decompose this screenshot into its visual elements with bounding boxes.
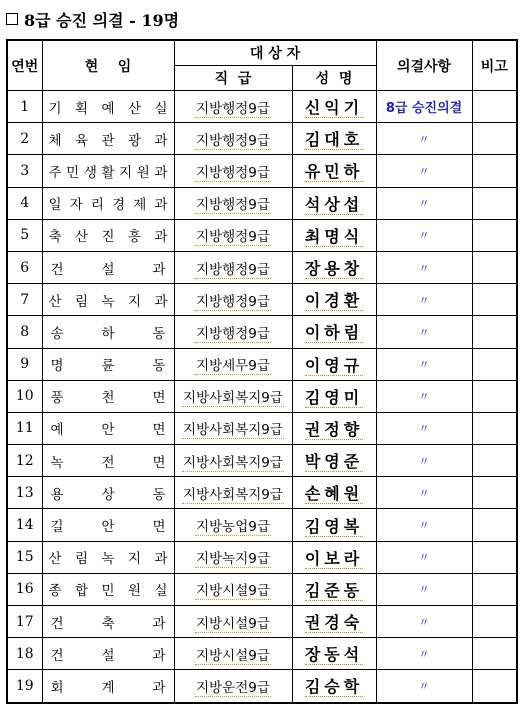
row-department bbox=[42, 477, 174, 509]
name-text: 최명식 bbox=[304, 226, 364, 246]
name-text: 이경환 bbox=[304, 291, 364, 311]
header-no: 연번 bbox=[7, 40, 42, 91]
row-department bbox=[42, 670, 174, 703]
row-department bbox=[42, 573, 174, 605]
grade-text: 지방행정9급 bbox=[196, 261, 270, 278]
name-text: 권정향 bbox=[304, 419, 364, 439]
row-number: 19 bbox=[7, 670, 42, 703]
row-name bbox=[292, 251, 376, 283]
table-row bbox=[7, 509, 517, 541]
name-text: 석상섭 bbox=[304, 194, 364, 214]
row-grade bbox=[174, 509, 292, 541]
grade-text: 지방행정9급 bbox=[196, 132, 270, 149]
name-text: 박영준 bbox=[304, 452, 364, 472]
row-decision: 〃 bbox=[376, 412, 472, 444]
row-name bbox=[292, 123, 376, 155]
row-remarks bbox=[472, 348, 517, 380]
grade-text: 지방사회복지9급 bbox=[183, 454, 283, 471]
table-row bbox=[7, 606, 517, 638]
table-row bbox=[7, 251, 517, 283]
row-grade bbox=[174, 541, 292, 573]
grade-text: 지방행정9급 bbox=[196, 229, 270, 246]
row-number: 5 bbox=[7, 219, 42, 251]
row-name bbox=[292, 380, 376, 412]
row-department bbox=[42, 284, 174, 316]
name-text: 유민하 bbox=[304, 162, 364, 182]
department-text: 회 계 과 bbox=[50, 679, 166, 696]
department-text: 산 림 녹 지 과 bbox=[48, 293, 168, 310]
row-remarks bbox=[472, 380, 517, 412]
row-remarks bbox=[472, 573, 517, 605]
row-decision: 8급 승진의결 bbox=[376, 91, 472, 123]
header-name: 성 명 bbox=[292, 66, 376, 91]
row-department bbox=[42, 638, 174, 670]
row-grade bbox=[174, 284, 292, 316]
row-number: 1 bbox=[7, 91, 42, 123]
row-decision: 〃 bbox=[376, 638, 472, 670]
row-name bbox=[292, 573, 376, 605]
row-name bbox=[292, 638, 376, 670]
row-remarks bbox=[472, 123, 517, 155]
department-text: 예 안 면 bbox=[50, 422, 166, 439]
grade-text: 지방세무9급 bbox=[196, 358, 270, 375]
grade-text: 지방사회복지9급 bbox=[183, 486, 283, 503]
department-text: 건 축 과 bbox=[50, 615, 166, 632]
department-text: 일 자 리 경 제 과 bbox=[48, 197, 168, 214]
table-row bbox=[7, 638, 517, 670]
row-decision: 〃 bbox=[376, 316, 472, 348]
row-department bbox=[42, 91, 174, 123]
department-text: 명 륜 동 bbox=[50, 358, 166, 375]
row-name bbox=[292, 477, 376, 509]
row-number: 16 bbox=[7, 573, 42, 605]
row-name bbox=[292, 91, 376, 123]
table-body bbox=[7, 91, 517, 703]
row-grade bbox=[174, 573, 292, 605]
row-grade bbox=[174, 445, 292, 477]
department-text: 송 하 동 bbox=[50, 325, 166, 342]
department-text: 건 설 과 bbox=[50, 261, 166, 278]
title-text: 8급 승진 의결 - 19명 bbox=[24, 10, 180, 30]
name-text: 장동석 bbox=[304, 645, 364, 665]
row-number: 17 bbox=[7, 606, 42, 638]
row-number: 9 bbox=[7, 348, 42, 380]
row-grade bbox=[174, 670, 292, 703]
row-name bbox=[292, 541, 376, 573]
department-text: 건 설 과 bbox=[50, 647, 166, 664]
department-text: 축 산 진 흥 과 bbox=[48, 229, 168, 246]
grade-text: 지방시설9급 bbox=[196, 615, 270, 632]
row-department bbox=[42, 348, 174, 380]
row-department bbox=[42, 219, 174, 251]
row-decision: 〃 bbox=[376, 445, 472, 477]
row-number: 11 bbox=[7, 412, 42, 444]
row-grade bbox=[174, 638, 292, 670]
row-decision: 〃 bbox=[376, 477, 472, 509]
row-remarks bbox=[472, 219, 517, 251]
name-text: 김영미 bbox=[304, 387, 364, 407]
row-department bbox=[42, 541, 174, 573]
row-decision: 〃 bbox=[376, 380, 472, 412]
table-row bbox=[7, 445, 517, 477]
promotion-table bbox=[6, 39, 518, 704]
row-name bbox=[292, 348, 376, 380]
row-remarks bbox=[472, 187, 517, 219]
grade-text: 지방시설9급 bbox=[196, 583, 270, 600]
table-row bbox=[7, 219, 517, 251]
row-remarks bbox=[472, 541, 517, 573]
name-text: 김준동 bbox=[304, 580, 364, 600]
table-row bbox=[7, 284, 517, 316]
name-text: 김대호 bbox=[304, 130, 364, 150]
grade-text: 지방농업9급 bbox=[196, 519, 270, 536]
row-number: 15 bbox=[7, 541, 42, 573]
row-decision: 〃 bbox=[376, 123, 472, 155]
header-current-post: 현 임 bbox=[42, 40, 174, 91]
grade-text: 지방운전9급 bbox=[196, 679, 270, 696]
row-decision: 〃 bbox=[376, 541, 472, 573]
row-department bbox=[42, 445, 174, 477]
row-decision: 〃 bbox=[376, 573, 472, 605]
row-decision: 〃 bbox=[376, 284, 472, 316]
table-row bbox=[7, 348, 517, 380]
grade-text: 지방사회복지9급 bbox=[183, 422, 283, 439]
row-decision: 〃 bbox=[376, 155, 472, 187]
table-row bbox=[7, 412, 517, 444]
name-text: 장용창 bbox=[304, 259, 364, 279]
row-grade bbox=[174, 155, 292, 187]
header-decision: 의결사항 bbox=[376, 40, 472, 91]
row-grade bbox=[174, 606, 292, 638]
row-name bbox=[292, 445, 376, 477]
row-number: 10 bbox=[7, 380, 42, 412]
department-text: 체 육 관 광 과 bbox=[48, 132, 168, 149]
department-text: 종 합 민 원 실 bbox=[48, 583, 168, 600]
department-text: 산 림 녹 지 과 bbox=[48, 551, 168, 568]
row-name bbox=[292, 412, 376, 444]
header-grade: 직 급 bbox=[174, 66, 292, 91]
row-grade bbox=[174, 348, 292, 380]
row-remarks bbox=[472, 155, 517, 187]
row-name bbox=[292, 606, 376, 638]
row-grade bbox=[174, 477, 292, 509]
department-text: 용 상 동 bbox=[50, 486, 166, 503]
row-name bbox=[292, 284, 376, 316]
header-remarks: 비고 bbox=[472, 40, 517, 91]
row-remarks bbox=[472, 670, 517, 703]
table-row bbox=[7, 573, 517, 605]
grade-text: 지방행정9급 bbox=[196, 325, 270, 342]
name-text: 이하림 bbox=[304, 323, 364, 343]
row-remarks bbox=[472, 509, 517, 541]
row-name bbox=[292, 316, 376, 348]
department-text: 주 민 생 활 지 원 과 bbox=[48, 164, 168, 181]
department-text: 녹 전 면 bbox=[50, 454, 166, 471]
name-text: 김영복 bbox=[304, 516, 364, 536]
row-remarks bbox=[472, 91, 517, 123]
row-department bbox=[42, 251, 174, 283]
row-decision: 〃 bbox=[376, 219, 472, 251]
department-text: 기 획 예 산 실 bbox=[48, 100, 168, 117]
row-remarks bbox=[472, 477, 517, 509]
row-number: 12 bbox=[7, 445, 42, 477]
department-text: 풍 천 면 bbox=[50, 390, 166, 407]
row-name bbox=[292, 670, 376, 703]
row-department bbox=[42, 123, 174, 155]
row-department bbox=[42, 606, 174, 638]
row-number: 18 bbox=[7, 638, 42, 670]
row-remarks bbox=[472, 284, 517, 316]
table-row bbox=[7, 187, 517, 219]
row-remarks bbox=[472, 638, 517, 670]
department-text: 길 안 면 bbox=[50, 519, 166, 536]
row-department bbox=[42, 155, 174, 187]
table-row bbox=[7, 380, 517, 412]
grade-text: 지방행정9급 bbox=[196, 100, 270, 117]
row-grade bbox=[174, 219, 292, 251]
table-row bbox=[7, 155, 517, 187]
row-decision: 〃 bbox=[376, 251, 472, 283]
table-row bbox=[7, 91, 517, 123]
grade-text: 지방행정9급 bbox=[196, 197, 270, 214]
name-text: 손혜원 bbox=[304, 484, 364, 504]
row-decision: 〃 bbox=[376, 187, 472, 219]
checkbox-square-icon bbox=[6, 13, 18, 25]
row-remarks bbox=[472, 606, 517, 638]
row-decision: 〃 bbox=[376, 670, 472, 703]
row-grade bbox=[174, 316, 292, 348]
row-grade bbox=[174, 187, 292, 219]
name-text: 신익기 bbox=[304, 98, 364, 118]
name-text: 권경숙 bbox=[304, 613, 364, 633]
name-text: 이보라 bbox=[304, 548, 364, 568]
row-grade bbox=[174, 380, 292, 412]
grade-text: 지방행정9급 bbox=[196, 293, 270, 310]
row-name bbox=[292, 155, 376, 187]
row-number: 3 bbox=[7, 155, 42, 187]
row-number: 6 bbox=[7, 251, 42, 283]
row-number: 2 bbox=[7, 123, 42, 155]
row-department bbox=[42, 187, 174, 219]
row-number: 8 bbox=[7, 316, 42, 348]
row-remarks bbox=[472, 251, 517, 283]
row-name bbox=[292, 187, 376, 219]
row-remarks bbox=[472, 445, 517, 477]
row-number: 14 bbox=[7, 509, 42, 541]
row-department bbox=[42, 509, 174, 541]
row-name bbox=[292, 219, 376, 251]
row-number: 7 bbox=[7, 284, 42, 316]
row-decision: 〃 bbox=[376, 348, 472, 380]
grade-text: 지방사회복지9급 bbox=[183, 390, 283, 407]
row-grade bbox=[174, 123, 292, 155]
row-number: 13 bbox=[7, 477, 42, 509]
row-department bbox=[42, 412, 174, 444]
grade-text: 지방행정9급 bbox=[196, 164, 270, 181]
row-grade bbox=[174, 251, 292, 283]
row-department bbox=[42, 380, 174, 412]
table-row bbox=[7, 670, 517, 703]
header-target: 대 상 자 bbox=[174, 40, 376, 66]
row-decision: 〃 bbox=[376, 606, 472, 638]
row-remarks bbox=[472, 412, 517, 444]
table-row bbox=[7, 316, 517, 348]
row-name bbox=[292, 509, 376, 541]
grade-text: 지방녹지9급 bbox=[196, 551, 270, 568]
row-remarks bbox=[472, 316, 517, 348]
name-text: 이영규 bbox=[304, 355, 364, 375]
row-decision: 〃 bbox=[376, 509, 472, 541]
grade-text: 지방시설9급 bbox=[196, 647, 270, 664]
table-row bbox=[7, 541, 517, 573]
row-grade bbox=[174, 412, 292, 444]
table-row bbox=[7, 123, 517, 155]
row-grade bbox=[174, 91, 292, 123]
row-department bbox=[42, 316, 174, 348]
document-title bbox=[6, 6, 179, 32]
row-number: 4 bbox=[7, 187, 42, 219]
table-row bbox=[7, 477, 517, 509]
name-text: 김승학 bbox=[304, 677, 364, 697]
